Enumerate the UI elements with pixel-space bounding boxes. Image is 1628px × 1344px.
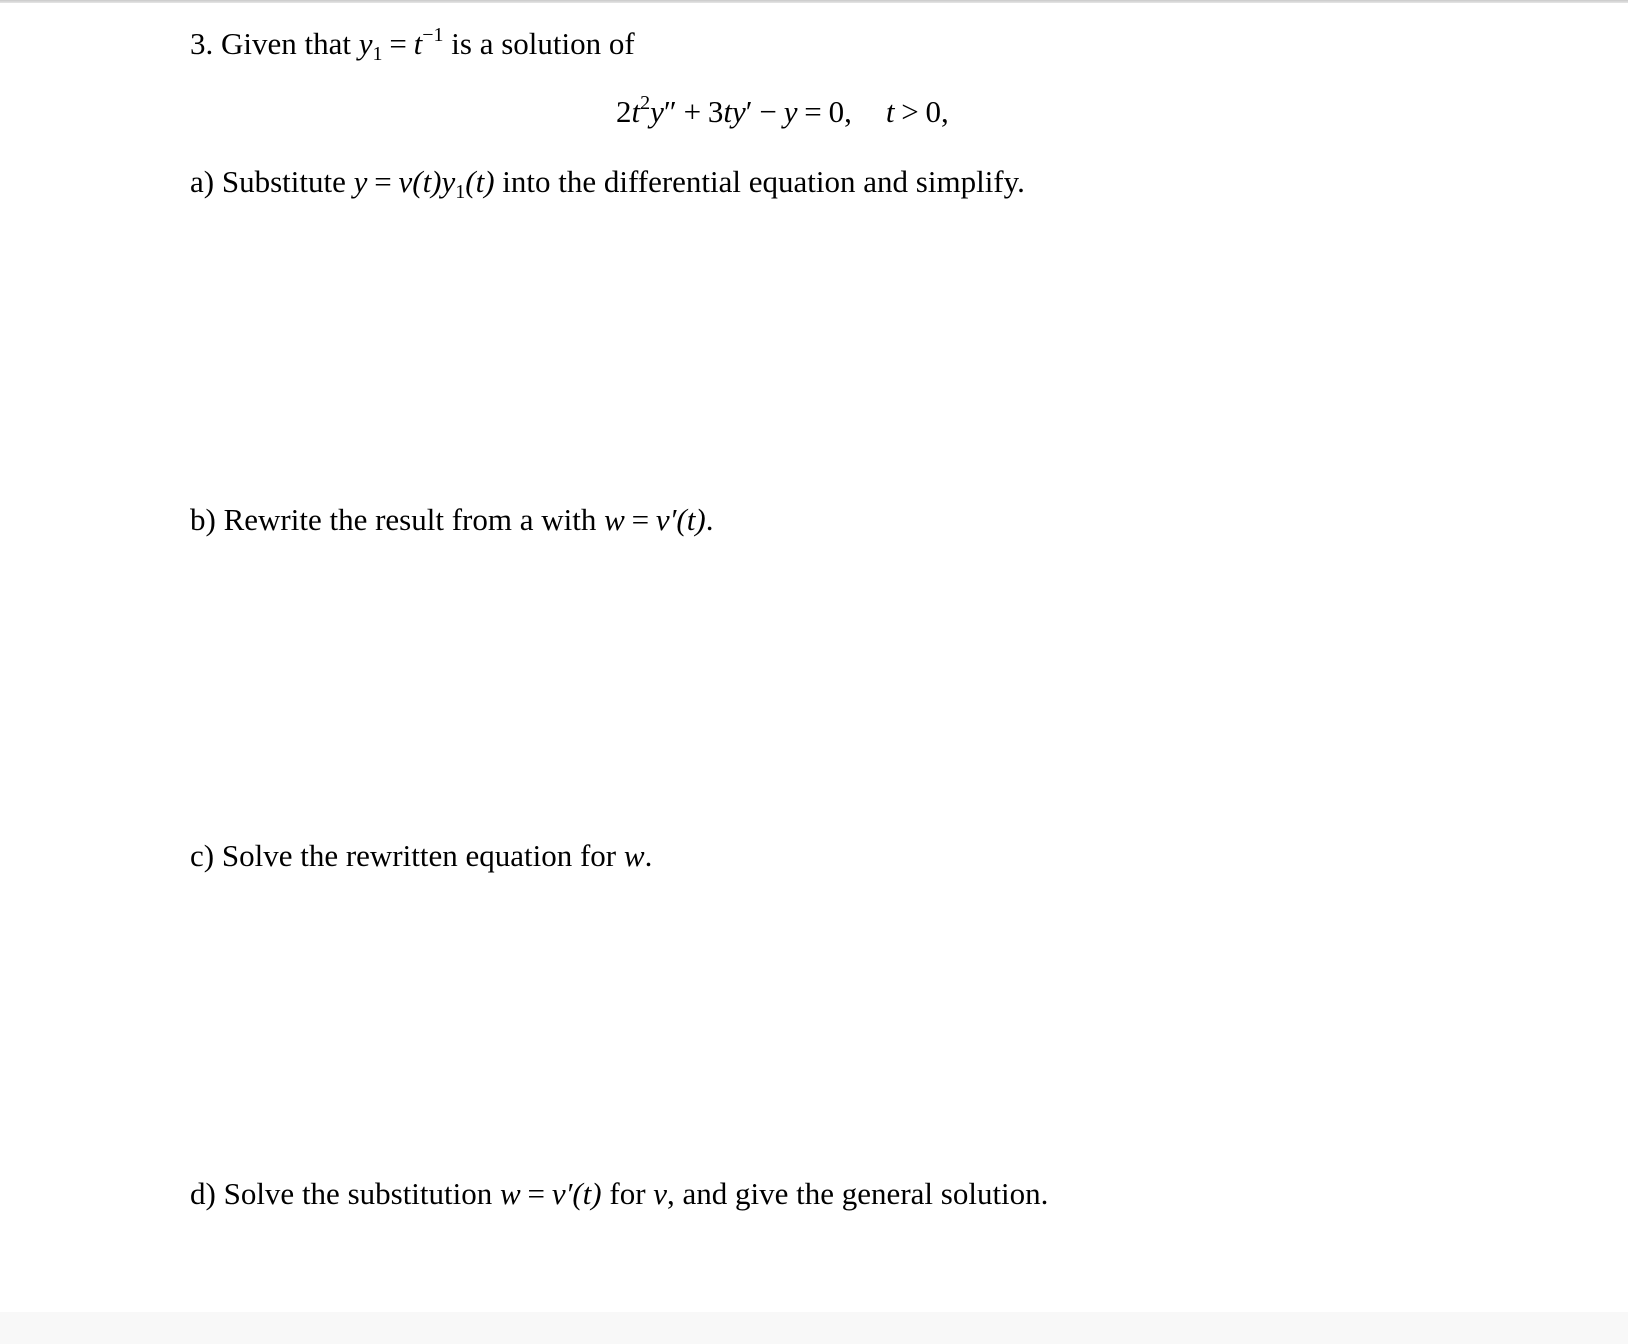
differential-equation: $2t^2y'' + 3ty' - y = 0$, t > 0, (616, 92, 949, 129)
problem-number: 3. (190, 26, 214, 61)
equals-sign: = (389, 26, 407, 61)
part-a-label: a) (190, 164, 215, 199)
part-c: c) Solve the rewritten equation for w. (190, 838, 653, 873)
problem-intro-post: is a solution of (451, 26, 635, 61)
part-b: b) Rewrite the result from a with w = v′(t). (190, 502, 714, 537)
problem-intro-text: Given that (221, 26, 351, 61)
part-a: a) Substitute $y = v(t)y_1(t)$ into the differential equation and simplify. (190, 164, 1025, 203)
bottom-shade (0, 1312, 1628, 1344)
problem-statement (190, 24, 635, 64)
y1-symbol: $y_1$ (358, 26, 383, 65)
part-c-label: c) (190, 838, 215, 873)
t-inverse: $t^{-1}$ (413, 24, 444, 61)
top-rule (0, 0, 1628, 3)
part-d-label: d) (190, 1176, 216, 1211)
part-d: d) Solve the substitution w = v′(t) for v, and give the general solution. (190, 1176, 1049, 1211)
part-b-label: b) (190, 502, 216, 537)
